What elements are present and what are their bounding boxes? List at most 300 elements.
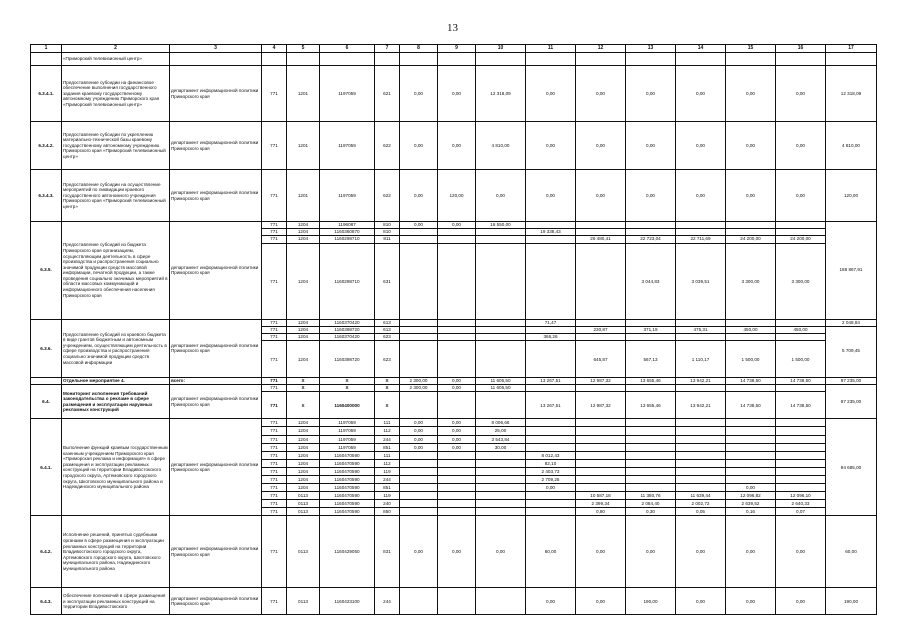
sub-cell [438,236,475,243]
sub-cell [526,500,575,508]
sub-cell [438,460,475,468]
sub-cell: 613 [375,327,399,334]
sub-cell: 0,05 [696,509,705,515]
sub-cell: 11 639,44 [676,492,725,500]
sub-cell: 1204 [287,222,319,229]
sub-cell [676,229,725,236]
table-cell: 0,00 [726,170,776,222]
row-name: Отдельное мероприятие 4. [62,378,170,385]
table-cell [726,53,776,66]
table-cell [438,53,476,66]
sub-cell [526,222,575,229]
sub-cell: 623 [383,356,391,362]
table-cell [262,222,287,320]
table-cell [31,378,62,385]
table-cell [476,222,526,320]
table-cell [438,419,476,516]
sub-cell [726,419,775,427]
row-code: 6.4. [31,385,62,419]
sub-cell: 771 [262,492,286,500]
col-header: 5 [287,45,320,53]
table-cell [31,53,62,66]
sub-cell [626,334,675,341]
col-header: 14 [676,45,726,53]
sub-cell: 0,00 [400,222,437,229]
sub-cell [438,327,475,334]
sub-cell [626,452,675,460]
table-cell: 1201 [287,122,320,170]
table-cell [476,385,526,419]
sub-cell [400,341,437,377]
table-cell [476,419,526,516]
sub-cell [776,452,825,460]
table-cell [375,53,400,66]
sub-cell: 1160298710 [320,236,374,243]
sub-cell: 771 [262,452,286,460]
sub-cell: 2 084,40 [626,500,675,508]
table-cell [287,385,320,419]
sub-cell [776,484,825,492]
sub-cell [526,327,575,334]
sub-cell: 112 [375,427,399,435]
sub-cell: 850 [383,509,391,515]
table-cell: 621 [375,66,400,122]
sub-cell [438,492,475,500]
sub-cell: 0,80 [596,509,605,515]
sub-cell: 12 987,32 [590,402,611,408]
table-cell [287,222,320,320]
sub-cell: 1197059 [320,436,374,444]
table-cell [526,53,576,66]
sub-cell: 230,87 [576,327,625,334]
sub-cell: 8 006,66 [476,419,525,427]
sub-cell: 112 [375,460,399,468]
sub-cell: 1204 [287,444,319,452]
sub-cell: 1160470590 [320,476,374,484]
sub-cell [576,444,625,452]
sub-cell: 0,00 [438,436,475,444]
sub-cell [438,392,475,418]
sub-cell [400,327,437,334]
col-header: 17 [826,45,877,53]
table-cell: 0,00 [726,516,776,588]
sub-cell: 1160360870 [320,229,374,236]
sub-cell [438,229,475,236]
table-cell: 12 318,09 [826,66,877,122]
sub-cell: 24 200,00 [726,236,775,243]
sub-cell [776,419,825,427]
table-cell: 0,00 [400,170,438,222]
col-header: 2 [62,45,170,53]
sub-cell [726,452,775,460]
table-row [31,122,877,170]
table-cell [676,385,726,419]
table-cell [726,222,776,320]
sub-cell [626,320,675,327]
table-cell: X [287,378,320,385]
sub-cell [476,392,525,418]
sub-cell: 1204 [287,236,319,243]
sub-cell: 13 655,46 [640,402,661,408]
sub-cell: X [320,385,374,392]
sub-cell [476,334,525,341]
table-cell: 1160423100 [320,588,375,615]
sub-cell: 0113 [287,492,319,500]
sub-cell: 623 [375,334,399,341]
col-header: 11 [526,45,576,53]
row-name: Обеспечение полномочий в сфере размещения и эксплуатации рекламных конструкций на территории Владивостокского [62,588,170,615]
table-cell [400,222,438,320]
table-cell: 771 [262,66,287,122]
sub-cell [776,436,825,444]
sub-cell: 1204 [287,419,319,427]
sub-cell: 2 403,73 [526,468,575,476]
sub-cell: 1 500,00 [791,356,810,362]
table-cell: 0,00 [476,170,526,222]
sub-cell: 1204 [287,427,319,435]
row-code: 6.3.4.2. [31,122,62,170]
col-header: 8 [400,45,438,53]
table-cell: 14 738,50 [776,378,826,385]
sub-cell: 0113 [287,500,319,508]
sub-cell: 5 709,45 [842,347,860,353]
sub-cell: 13 942,21 [690,402,711,408]
sub-cell: 771 [262,468,286,476]
row-executor: департамент информационной политики Приморского края [170,170,262,222]
table-cell: 4 810,00 [476,122,526,170]
sub-cell [776,460,825,468]
sub-cell: 1204 [287,334,319,341]
table-cell: 2 300,00 [400,378,438,385]
sub-cell: X [375,385,399,392]
sub-cell [676,419,725,427]
table-row [31,588,877,615]
sub-cell: 1204 [297,356,309,362]
sub-cell [676,444,725,452]
table-cell: 0,00 [438,122,476,170]
sub-cell: 0,00 [438,444,475,452]
sub-cell: 0,16 [746,509,755,515]
table-cell [826,319,877,378]
sub-cell: 11 605,50 [476,385,525,392]
table-cell: 0,00 [400,122,438,170]
sub-cell [726,320,775,327]
sub-cell: 119 [375,468,399,476]
table-cell: 120,00 [438,170,476,222]
table-cell: 0,00 [526,66,576,122]
sub-cell [476,320,525,327]
sub-cell [726,460,775,468]
table-cell: 0,00 [400,66,438,122]
sub-cell: 1204 [287,436,319,444]
row-code: 6.4.3. [31,588,62,615]
sub-cell: 0,00 [400,444,437,452]
sub-cell [576,320,625,327]
col-header: 10 [476,45,526,53]
sub-cell: 111 [375,419,399,427]
col-header: 12 [576,45,626,53]
table-cell [726,419,776,516]
sub-cell [726,427,775,435]
sub-cell [776,320,825,327]
table-cell: всего: [170,378,262,385]
table-cell [626,53,676,66]
table-cell [776,319,826,378]
table-cell: 13 942,21 [676,378,726,385]
sub-cell: 1160470590 [320,460,374,468]
table-cell: 622 [375,122,400,170]
sub-cell [676,320,725,327]
table-cell [626,222,676,320]
table-cell: 244 [375,588,400,615]
sub-cell [676,460,725,468]
row-name: Предоставление субсидии по укреплению материально-технической базы краевому государственному автономному учреждению Приморского края «Приморский телевизионный центр» [62,122,170,170]
table-cell [400,319,438,378]
sub-cell: 25,00 [476,427,525,435]
table-cell [726,319,776,378]
sub-cell [776,476,825,484]
table-cell [170,53,262,66]
row-code: 6.4.2. [31,516,62,588]
table-cell [576,419,626,516]
sub-cell: 3 039,51 [691,278,710,284]
table-cell: 0,00 [526,588,576,615]
table-cell [526,385,576,419]
sub-cell [676,484,725,492]
table-cell [262,319,287,378]
table-cell [476,319,526,378]
table-header [31,45,877,53]
sub-cell [476,460,525,468]
table-cell [776,419,826,516]
table-row [31,319,877,378]
table-cell [400,588,438,615]
sub-cell: 3 543,84 [476,436,525,444]
sub-cell [476,452,525,460]
table-cell: 0,00 [576,122,626,170]
sub-cell: 450,00 [776,327,825,334]
sub-cell [576,385,625,392]
sub-cell [476,484,525,492]
sub-cell [400,476,437,484]
sub-cell [526,436,575,444]
sub-cell [438,508,475,515]
table-cell [262,419,287,516]
table-cell [676,319,726,378]
sub-cell: 0113 [298,509,308,515]
table-cell: 97 235,00 [826,385,877,419]
sub-cell: 26 480,41 [576,236,625,243]
sub-cell [576,484,625,492]
sub-cell: 111 [375,452,399,460]
row-name: Мониторинг исполнения требований законодательства о рекламе в сфере размещения и эксплуатации наружных рекламных конструкций [62,385,170,419]
sub-cell [626,444,675,452]
table-cell: 0,00 [576,170,626,222]
table-cell [400,53,438,66]
sub-cell: 771 [270,356,278,362]
sub-cell: 1196087 [320,222,374,229]
sub-cell: 851 [375,444,399,452]
table-cell: 94 685,00 [826,419,877,516]
table-cell: 1160429050 [320,516,375,588]
table-cell [287,419,320,516]
sub-cell [576,222,625,229]
sub-cell [776,222,825,229]
sub-cell: 1160470590 [320,452,374,460]
col-header: 3 [170,45,262,53]
sub-cell: 771 [270,402,278,408]
sub-cell: 1160470590 [334,509,360,515]
table-cell: 60,00 [526,516,576,588]
sub-cell: 771 [262,444,286,452]
table-cell [438,222,476,320]
row-executor: департамент информационной политики Приморского края [170,385,262,419]
table-cell: 1201 [287,170,320,222]
sub-cell: 14 738,50 [790,402,811,408]
sub-cell: 1 500,00 [741,356,760,362]
table-cell [438,385,476,419]
sub-cell: 2 709,25 [526,476,575,484]
table-cell [476,588,526,615]
sub-cell: 2 300,00 [400,385,437,392]
sub-cell: 1197059 [320,427,374,435]
table-cell: 0,00 [626,66,676,122]
sub-cell: 1197059 [320,419,374,427]
table-cell [287,319,320,378]
sub-cell: 475,31 [676,327,725,334]
table-cell: 771 [262,588,287,615]
sub-cell [438,320,475,327]
sub-cell: 3 044,83 [641,278,660,284]
table-cell [526,222,576,320]
table-cell: 831 [375,516,400,588]
sub-cell [400,320,437,327]
sub-cell [526,419,575,427]
table-cell: 190,00 [826,588,877,615]
table-row [31,419,877,516]
sub-cell: X [385,402,389,408]
sub-cell: 613 [375,320,399,327]
sub-cell: 30,00 [476,444,525,452]
table-row [31,378,877,385]
table-cell: 0113 [287,516,320,588]
sub-cell [676,334,725,341]
table-cell [776,385,826,419]
table-cell: X [320,378,375,385]
sub-cell: 0,00 [438,385,475,392]
table-cell: 0,00 [726,588,776,615]
row-code: 6.3.5. [31,222,62,320]
table-cell [320,419,375,516]
sub-cell [438,484,475,492]
sub-cell [776,229,825,236]
sub-cell: 8 012,43 [526,452,575,460]
sub-cell: 0,00 [438,419,475,427]
sub-cell [726,444,775,452]
sub-cell: 810 [375,222,399,229]
sub-cell [400,334,437,341]
sub-cell [576,476,625,484]
table-cell: 0,00 [438,516,476,588]
table-cell [476,53,526,66]
table-cell: 0,00 [626,122,676,170]
sub-cell: 10 587,18 [576,492,625,500]
sub-cell [476,327,525,334]
sub-cell: 2 048,84 [826,320,876,327]
sub-cell [476,236,525,243]
sub-cell: 0,00 [438,222,475,229]
sub-cell [676,436,725,444]
sub-cell [526,385,575,392]
table-row [31,516,877,588]
table-cell [576,385,626,419]
sub-cell: 0,00 [400,427,437,435]
table-cell: 0,00 [438,66,476,122]
sub-cell: 14 738,50 [740,402,761,408]
table-cell: 0,00 [438,378,476,385]
table-cell [826,53,877,66]
sub-cell: 13 267,51 [540,402,561,408]
table-cell: 60,00 [826,516,877,588]
sub-cell [526,341,575,377]
row-name: Предоставление субсидии на финансовое обеспечение выполнения государственного задания краевому государственному автономному учреждению Приморского края «Приморский телевизионный центр» [62,66,170,122]
table-cell [526,419,576,516]
sub-cell: 244 [375,436,399,444]
sub-cell [576,436,625,444]
table-cell: 12 318,09 [476,66,526,122]
table-cell [400,385,438,419]
table-cell: 1197059 [320,122,375,170]
table-cell [320,222,375,320]
table-cell [626,419,676,516]
sub-cell [476,500,525,508]
table-cell: 771 [262,516,287,588]
sub-cell: 2 639,52 [726,500,775,508]
col-header: 1 [31,45,62,53]
table-cell: 1201 [287,66,320,122]
sub-cell: 0,30 [646,509,655,515]
row-executor: департамент информационной политики Приморского края [170,222,262,320]
sub-cell [626,476,675,484]
row-executor: департамент информационной политики Приморского края [170,122,262,170]
sub-cell [776,334,825,341]
sub-cell: 567,13 [643,356,658,362]
sub-cell: 1160470590 [320,468,374,476]
sub-cell: 1204 [287,484,319,492]
sub-cell: 771 [262,419,286,427]
row-code: 6.3.6. [31,319,62,378]
sub-cell [476,229,525,236]
sub-cell [526,508,575,515]
sub-cell [576,427,625,435]
sub-cell: 119 [375,492,399,500]
sub-cell [726,436,775,444]
sub-cell: 771 [262,222,286,229]
sub-cell: 0,00 [526,484,575,492]
row-name: Выполнение функций краевым государственным казенным учреждением Приморского края «Приморская реклама и информация» в сфере размещения и эксплуатации рекламных конструкций на территории Владивостокского городского округа, Артемовского городского округа, Шкотовского муниципального района и Надеждинского муниципального района [62,419,170,516]
table-row [31,170,877,222]
table-cell [676,222,726,320]
table-cell: 771 [262,170,287,222]
sub-cell: 0,00 [438,427,475,435]
table-cell: 0,00 [526,122,576,170]
sub-cell [526,236,575,243]
sub-cell [626,484,675,492]
sub-cell [400,468,437,476]
row-name: Предоставление субсидий из краевого бюджета в виде грантов бюджетным и автономным учреждениям, осуществляющим деятельность в сфере производства и распространения социально значимой продукции средств массовой информации [62,319,170,378]
sub-cell [726,476,775,484]
sub-cell [776,385,825,392]
